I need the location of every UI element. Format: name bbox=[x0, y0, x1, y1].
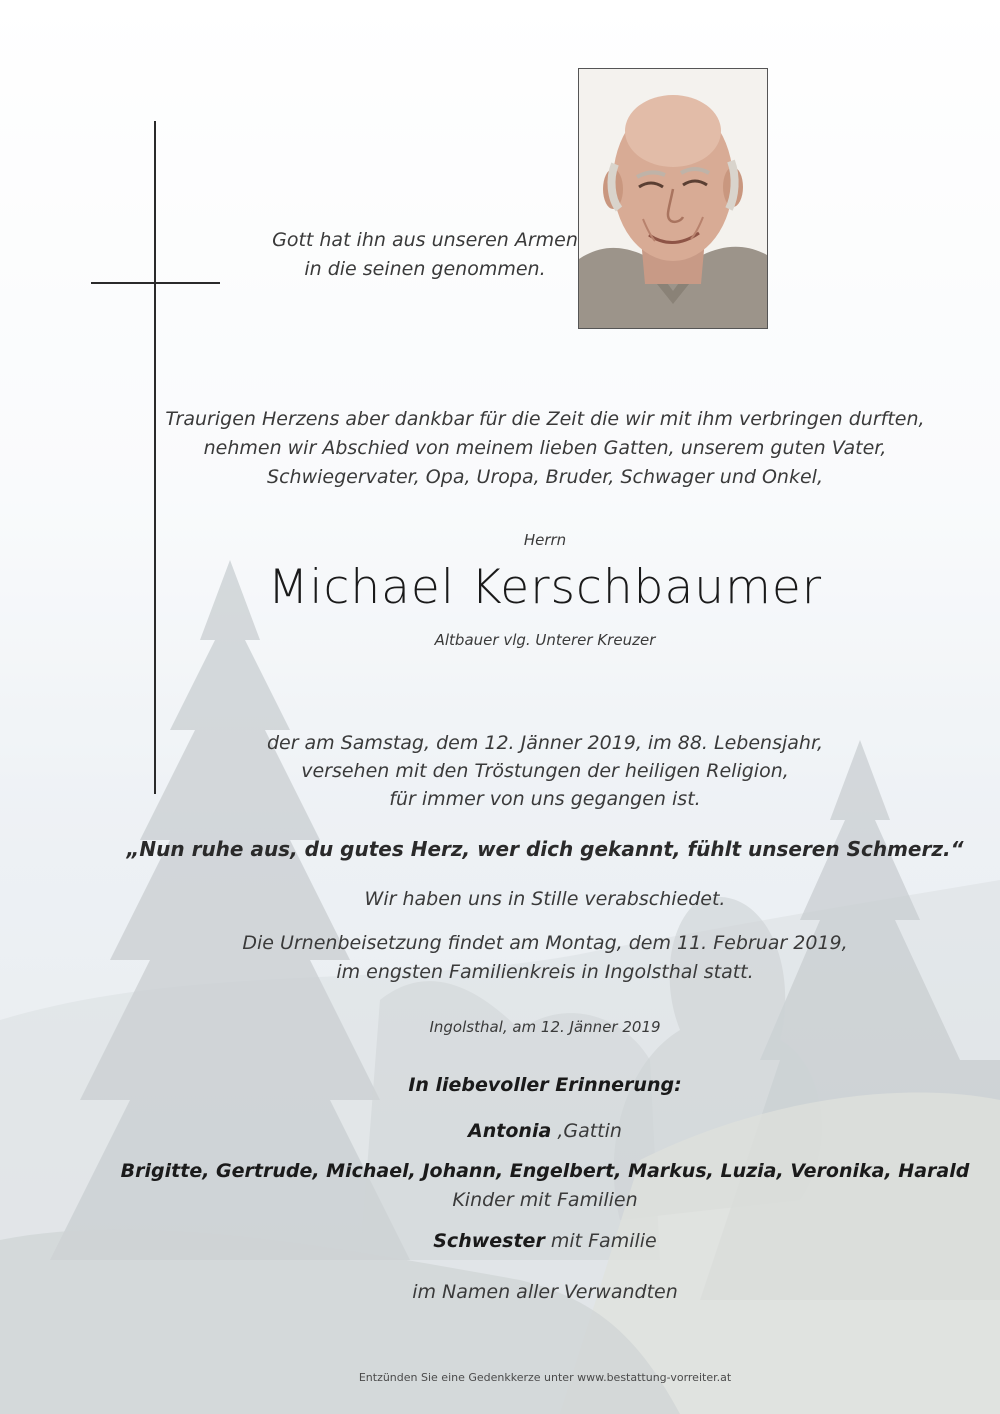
wife-role: ,Gattin bbox=[551, 1120, 622, 1142]
place-and-date: Ingolsthal, am 12. Jänner 2019 bbox=[429, 1018, 661, 1036]
sister-name: Schwester bbox=[433, 1230, 545, 1252]
urn-line-2: im engsten Familienkreis in Ingolsthal statt. bbox=[336, 961, 754, 983]
mourner-relatives: im Namen aller Verwandten bbox=[412, 1281, 678, 1303]
wife-name: Antonia bbox=[468, 1120, 552, 1142]
death-notice bbox=[95, 729, 995, 813]
candle-footer-link[interactable]: Entzünden Sie eine Gedenkkerze unter www.bestattung-vorreiter.at bbox=[358, 1371, 732, 1384]
sister-role: mit Familie bbox=[544, 1230, 657, 1252]
intro-line-1: Traurigen Herzens aber dankbar für die Zeit die wir mit ihm verbringen durften, bbox=[165, 408, 925, 430]
verse-line-1: Gott hat ihn aus unseren Armen bbox=[272, 229, 578, 251]
death-line-3: für immer von uns gegangen ist. bbox=[389, 788, 701, 810]
mourner-sister bbox=[95, 1230, 995, 1252]
urn-line-1: Die Urnenbeisetzung findet am Montag, dem 11. Februar 2019, bbox=[242, 932, 848, 954]
farewell-note: Wir haben uns in Stille verabschiedet. bbox=[364, 888, 726, 910]
opening-verse bbox=[260, 226, 590, 284]
portrait-photo bbox=[578, 68, 768, 329]
deceased-subtitle: Altbauer vlg. Unterer Kreuzer bbox=[434, 631, 656, 649]
cross-horizontal-bar bbox=[91, 282, 220, 284]
mourner-children-role: Kinder mit Familien bbox=[452, 1189, 638, 1211]
urn-burial-notice bbox=[95, 929, 995, 987]
deceased-name: Michael Kerschbaumer bbox=[267, 560, 823, 615]
mourner-wife bbox=[95, 1120, 995, 1142]
intro-paragraph bbox=[95, 405, 995, 492]
intro-line-3: Schwiegervater, Opa, Uropa, Bruder, Schwager und Onkel, bbox=[267, 466, 823, 488]
salutation: Herrn bbox=[523, 531, 567, 549]
mourner-children-names: Brigitte, Gertrude, Michael, Johann, Engelbert, Markus, Luzia, Veronika, Harald bbox=[120, 1160, 970, 1182]
death-line-2: versehen mit den Tröstungen der heiligen Religion, bbox=[301, 760, 789, 782]
death-line-1: der am Samstag, dem 12. Jänner 2019, im 88. Lebensjahr, bbox=[266, 732, 824, 754]
memorial-quote: „Nun ruhe aus, du gutes Herz, wer dich gekannt, fühlt unseren Schmerz.“ bbox=[126, 837, 964, 861]
intro-line-2: nehmen wir Abschied von meinem lieben Gatten, unserem guten Vater, bbox=[203, 437, 887, 459]
verse-line-2: in die seinen genommen. bbox=[304, 258, 546, 280]
mourners-heading: In liebevoller Erinnerung: bbox=[408, 1074, 682, 1096]
